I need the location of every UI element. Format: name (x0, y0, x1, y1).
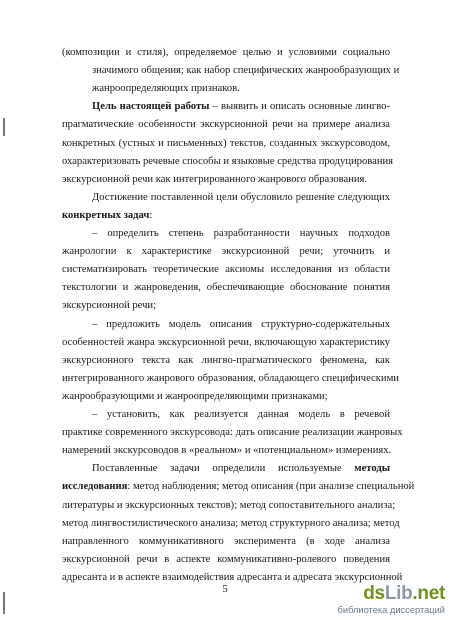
text-span: : (149, 209, 153, 221)
text-line: охарактеризовать речевые способы и языковые средства продуцирования (62, 155, 394, 167)
text-line: направленного коммуникативного эксперимента (в ходе анализа (62, 535, 390, 547)
text-line: конкретных (устных и письменных) текстов, созданных экскурсоводом, (62, 137, 390, 149)
text-line (62, 481, 415, 493)
text-line: текстологии и жанроведения, обеспечивающие обоснование понятия (62, 282, 390, 294)
bold-term: методы (354, 463, 390, 475)
text-line: литературы и экскурсионных текстов); метод сопоставительного анализа; (62, 499, 396, 511)
text-line: экскурсионной речи в аспекте коммуникативно-ролевого поведения (62, 553, 390, 565)
text-line: – определить степень разработанности научных подходов (92, 228, 390, 239)
text-span: Поставленные задачи определили используемые (92, 463, 355, 475)
text-line: особенностей жанра экскурсионной речи, включающую характеристику (62, 336, 390, 348)
text-line: Достижение поставленной цели обусловило решение следующих (92, 191, 390, 203)
text-line (62, 210, 390, 222)
text-line: значимого общения; как набор специфических жанрообразующих и (92, 65, 400, 77)
text-line: (композиции и стиля), определяемое целью и условиями социально (62, 47, 390, 58)
text-line: практике современного экскурсовода: дать описание реализации жанровых (62, 427, 403, 439)
bold-term: Цель настоящей работы (92, 101, 210, 113)
text-line: намерений экскурсоводов в «реальном» и «потенциальном» измерениях. (62, 445, 392, 457)
text-line: метод лингвостилистического анализа; метод структурного анализа; метод (62, 517, 400, 529)
text-line: жанроопределяющих признаков. (92, 83, 240, 95)
text-line: интегрированного жанрового образования, обладающего специфическими (62, 372, 399, 384)
text-line: жанрообразующими и жанроопределяющими признаками; (62, 390, 328, 402)
watermark-logo: dsLib.net (363, 583, 445, 604)
text-line: экскурсионного текста как лингво-прагматического феномена, как (62, 354, 390, 366)
text-span: – (209, 101, 221, 113)
text-line (92, 101, 390, 113)
text-line: адресанта и в аспекте взаимодействия адресанта и адресата экскурсионной (62, 571, 403, 583)
margin-mark (3, 592, 5, 614)
text-line: – установить, как реализуется данная модель в речевой (92, 409, 390, 420)
margin-mark (3, 118, 5, 136)
text-line: прагматические особенности экскурсионной речи на примере анализа (62, 119, 390, 131)
text-line: систематизировать теоретические аксиомы исследования из области (62, 264, 390, 276)
text-line: – предложить модель описания структурно-содержательных (92, 318, 390, 330)
watermark-subtitle: библиотека диссертаций (337, 605, 445, 615)
text-span: : метод наблюдения; метод описания (при анализе специальной (127, 481, 415, 493)
bold-term: конкретных задач (62, 209, 150, 221)
text-line: экскурсионной речи как интегрированного жанрового образования. (62, 173, 368, 185)
page-number: 5 (222, 584, 228, 595)
watermark (337, 583, 447, 617)
text-line: жанрологии к характеристике экскурсионной речи; уточнить и (62, 246, 390, 258)
text-line: экскурсионной речи; (62, 300, 157, 312)
bold-term: исследования (62, 481, 128, 493)
text-span: выявить и описать основные лингво- (220, 101, 390, 113)
text-line (92, 463, 390, 475)
